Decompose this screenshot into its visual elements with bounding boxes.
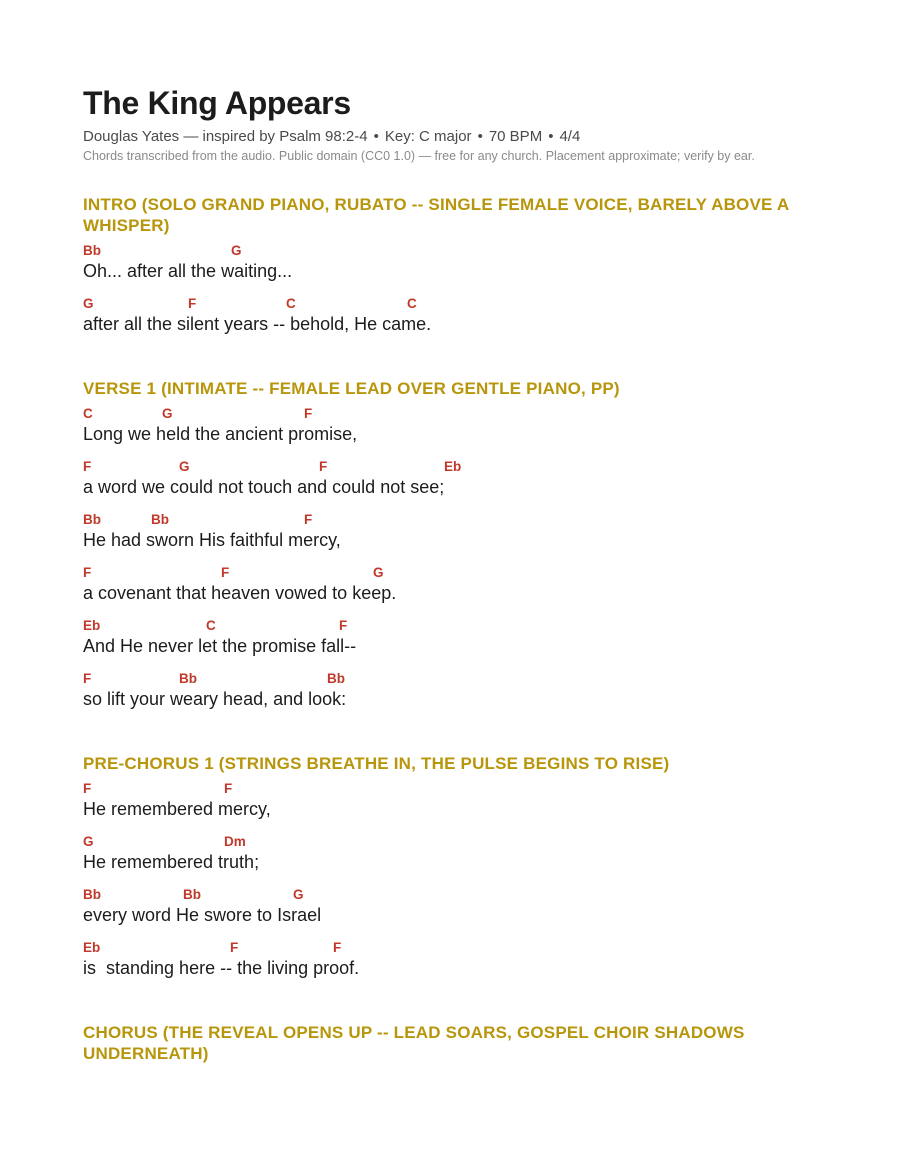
chord-label: Bb	[179, 671, 197, 686]
chord-label: G	[231, 243, 242, 258]
chord-row	[83, 617, 823, 634]
lyric-line	[83, 405, 823, 458]
chord-label: G	[293, 887, 304, 902]
chord-row	[83, 833, 823, 850]
chord-label: F	[83, 565, 92, 580]
lyric-text: after all the silent years -- behold, He came.	[83, 314, 432, 334]
chord-label: G	[83, 834, 94, 849]
chord-label: Bb	[327, 671, 345, 686]
chord-label: G	[179, 459, 190, 474]
chord-row	[83, 939, 823, 956]
chord-label: F	[333, 940, 342, 955]
lyric-line	[83, 670, 823, 723]
lyric-text: He remembered mercy,	[83, 799, 271, 819]
section-header: CHORUS (THE REVEAL OPENS UP -- LEAD SOARS, GOSPEL CHOIR SHADOWS UNDERNEATH)	[83, 1023, 745, 1063]
lyric-line	[83, 564, 823, 617]
chord-label: C	[407, 296, 417, 311]
lyric-text: Oh... after all the waiting...	[83, 261, 293, 281]
chord-label: Bb	[83, 887, 101, 902]
lyric-line	[83, 617, 823, 670]
chord-label: Dm	[224, 834, 246, 849]
section-header: VERSE 1 (INTIMATE -- FEMALE LEAD OVER GENTLE PIANO, PP)	[83, 379, 620, 398]
lyric-text: a covenant that heaven vowed to keep.	[83, 583, 397, 603]
chord-row	[83, 564, 823, 581]
chord-label: Bb	[183, 887, 201, 902]
lyric-text: And He never let the promise fall--	[83, 636, 357, 656]
chord-label: C	[286, 296, 296, 311]
lyric-line	[83, 886, 823, 939]
song-section	[83, 194, 823, 348]
chord-row	[83, 511, 823, 528]
chord-sheet	[83, 85, 823, 1070]
chord-label: Eb	[83, 940, 101, 955]
lyric-line	[83, 511, 823, 564]
song-title: The King Appears	[83, 85, 351, 121]
chord-label: Bb	[83, 512, 101, 527]
lyric-line	[83, 833, 823, 886]
lyric-line	[83, 458, 823, 511]
transcription-note: Chords transcribed from the audio. Public domain (CC0 1.0) — free for any church. Placement approximate; verify by ear.	[83, 149, 755, 163]
song-tempo: 70 BPM	[488, 128, 543, 145]
chord-label: Eb	[83, 618, 101, 633]
lyric-text: Long we held the ancient promise,	[83, 424, 358, 444]
chord-label: F	[221, 565, 230, 580]
chord-label: C	[83, 406, 93, 421]
section-header: PRE-CHORUS 1 (STRINGS BREATHE IN, THE PULSE BEGINS TO RISE)	[83, 754, 670, 773]
lyric-line	[83, 295, 823, 348]
chord-label: G	[162, 406, 173, 421]
lyric-text: a word we could not touch and could not see;	[83, 477, 445, 497]
song-section	[83, 378, 823, 723]
lyric-line	[83, 242, 823, 295]
song-section	[83, 753, 823, 992]
lyric-text: every word He swore to Israel	[83, 905, 322, 925]
chord-label: F	[230, 940, 239, 955]
lyric-line	[83, 939, 823, 992]
chord-label: C	[206, 618, 216, 633]
chord-label: G	[83, 296, 94, 311]
song-time-signature: 4/4	[559, 128, 581, 145]
lyric-text: He had sworn His faithful mercy,	[83, 530, 341, 550]
chord-label: Eb	[444, 459, 462, 474]
chord-label: F	[224, 781, 233, 796]
lyric-text: so lift your weary head, and look:	[83, 689, 347, 709]
lyric-text: He remembered truth;	[83, 852, 260, 872]
chord-row	[83, 405, 823, 422]
chord-label: F	[83, 781, 92, 796]
song-author: Douglas Yates — inspired by Psalm 98:2-4	[83, 128, 368, 145]
chord-label: Bb	[151, 512, 169, 527]
chord-row	[83, 458, 823, 475]
chord-label: F	[188, 296, 197, 311]
chord-row	[83, 780, 823, 797]
chord-label: F	[83, 671, 92, 686]
chord-label: G	[373, 565, 384, 580]
song-section	[83, 1022, 823, 1064]
chord-row	[83, 886, 823, 903]
chord-row	[83, 670, 823, 687]
chord-label: F	[304, 512, 313, 527]
chord-row	[83, 295, 823, 312]
song-key: Key: C major	[384, 128, 472, 145]
chord-label: F	[304, 406, 313, 421]
chord-label: Bb	[83, 243, 101, 258]
chord-label: F	[339, 618, 348, 633]
song-sections	[83, 194, 823, 1064]
chord-label: F	[83, 459, 92, 474]
chord-label: F	[319, 459, 328, 474]
chord-row	[83, 242, 823, 259]
song-meta: Douglas Yates — inspired by Psalm 98:2-4 • Key: C major • 70 BPM • 4/4	[83, 128, 581, 145]
section-header: INTRO (SOLO GRAND PIANO, RUBATO -- SINGLE FEMALE VOICE, BARELY ABOVE A WHISPER)	[83, 195, 789, 235]
lyric-text: is standing here -- the living proof.	[83, 958, 360, 978]
lyric-line	[83, 780, 823, 833]
